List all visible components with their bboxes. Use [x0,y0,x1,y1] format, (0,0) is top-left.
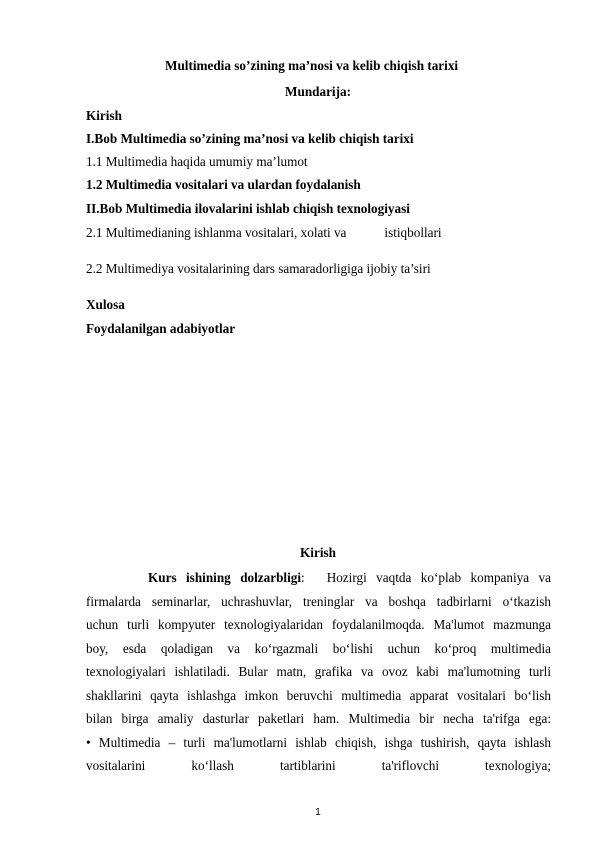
bullet-line: • Multimedia – turli ma'lumotlarni ishlab chiqish, ishga tushirish, qayta ishlash [86,734,551,750]
section-heading-kirish: Kirish [300,545,336,560]
toc-entry-1-2: 1.2 Multimedia vositalari va ulardan foydalanish [86,177,361,192]
relevance-label: Kurs ishining dolzarbligi [148,570,302,585]
toc-entry-1-1: 1.1 Multimedia haqida umumiy ma’lumot [86,154,308,169]
paragraph-line: vositalarini ko‘llash tartiblarini ta'riflovchi texnologiya; [86,758,551,773]
toc-entry-kirish: Kirish [86,108,122,123]
toc-entry-xulosa: Xulosa [86,297,125,312]
toc-entry-2-1 [86,225,442,241]
page-number: 1 [315,807,321,818]
intro-paragraph [86,566,551,778]
toc-heading: Mundarija: [285,84,351,99]
toc-entry-2-2: 2.2 Multimediya vositalarining dars samaradorligiga ijobiy ta’siri [86,261,431,276]
paragraph-line: Kurs ishining dolzarbligi: Hozirgi vaqtda ko‘plab kompaniya va [148,570,551,585]
paragraph-line: shakllarini qayta ishlashga imkon beruvchi multimedia apparat vositalari bo‘lish [86,687,551,703]
toc-entry-chapter-2: II.Bob Multimedia ilovalarini ishlab chiqish texnologiyasi [86,201,410,216]
paragraph-line: uchun turli kompyuter texnologiyalaridan foydalanilmoqda. Ma'lumot mazmunga [86,617,551,632]
toc-entry-chapter-1: I.Bob Multimedia so’zining ma’nosi va kelib chiqish tarixi [86,131,414,146]
toc-entry-references: Foydalanilgan adabiyotlar [86,321,236,336]
paragraph-line: texnologiyalari ishlatiladi. Bular matn, grafika va ovoz kabi ma'lumotning turli [86,664,551,679]
paragraph-line: bilan birga amaliy dasturlar paketlari ham. Multimedia bir necha ta'rifga ega: [86,711,551,726]
toc-entry-2-1-continuation: istiqbollari [384,225,442,240]
paragraph-line: boy, esda qoladigan va ko‘rgazmali bo‘lishi uchun ko‘proq multimedia [86,640,551,656]
paragraph-line: firmalarda seminarlar, uchrashuvlar, treninglar va boshqa tadbirlarni o‘tkazish [86,593,551,609]
document-title: Multimedia so’zining ma’nosi va kelib chiqish tarixi [165,58,459,73]
toc-entry-2-1-text: 2.1 Multimedianing ishlanma vositalari, xolati va [86,225,347,240]
